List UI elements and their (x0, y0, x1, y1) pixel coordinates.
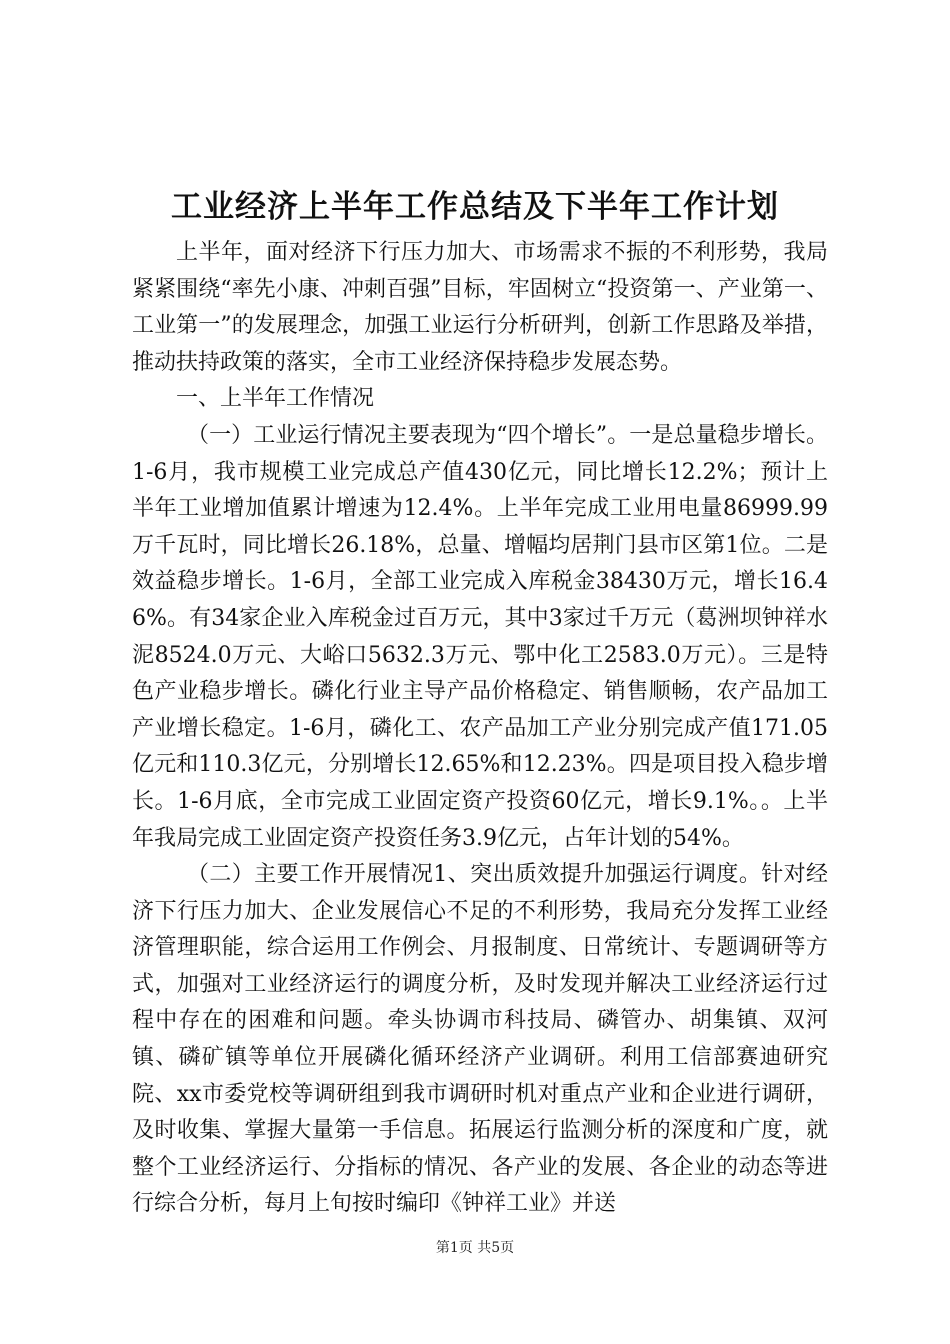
page-number: 第1页 共5页 (435, 1240, 515, 1256)
body-paragraph: （二）主要工作开展情况1、突出质效提升加强运行调度。针对经济下行压力加大、企业发展信心不足的不利形势，我局充分发挥工业经济管理职能，综合运用工作例会、月报制度、日常统计、专题调研等方式，加强对工业经济运行的调度分析，及时发现并解决工业经济运行过程中存在的困难和问题。牵头协调市科技局、磷管办、胡集镇、双河镇、磷矿镇等单位开展磷化循环经济产业调研。利用工信部赛迪研究院、xx市委党校等调研组到我市调研时机对重点产业和企业进行调研，及时收集、掌握大量第一手信息。拓展运行监测分析的深度和广度，就整个工业经济运行、分指标的情况、各产业的发展、各企业的动态等进行综合分析，每月上旬按时编印《钟祥工业》并送 (132, 862, 828, 1217)
section-heading: 一、上半年工作情况 (176, 386, 375, 412)
intro-paragraph: 上半年，面对经济下行压力加大、市场需求不振的不利形势，我局紧紧围绕“率先小康、冲刺百强”目标，牢固树立“投资第一、产业第一、工业第一”的发展理念，加强工业运行分析研判，创新工作思路及举措，推动扶持政策的落实，全市工业经济保持稳步发展态势。 (132, 240, 828, 375)
document-body (132, 235, 828, 1223)
body-paragraph: （一）工业运行情况主要表现为“四个增长”。一是总量稳步增长。1-6月，我市规模工业完成总产值430亿元，同比增长12.2%；预计上半年工业增加值累计增速为12.4%。上半年完成工业用电量86999.99万千瓦时，同比增长26.18%，总量、增幅均居荆门县市区第1位。二是效益稳步增长。1-6月，全部工业完成入库税金38430万元，增长16.46%。有34家企业入库税金过百万元，其中3家过千万元（葛洲坝钟祥水泥8524.0万元、大峪口5632.3万元、鄂中化工2583.0万元）。三是特色产业稳步增长。磷化行业主导产品价格稳定、销售顺畅，农产品加工产业增长稳定。1-6月，磷化工、农产品加工产业分别完成产值171.05亿元和110.3亿元，分别增长12.65%和12.23%。四是项目投入稳步增长。1-6月底，全市完成工业固定资产投资60亿元，增长9.1%。。上半年我局完成工业固定资产投资任务3.9亿元，占年计划的54%。 (132, 422, 828, 851)
document-title: 工业经济上半年工作总结及下半年工作计划 (171, 189, 779, 225)
